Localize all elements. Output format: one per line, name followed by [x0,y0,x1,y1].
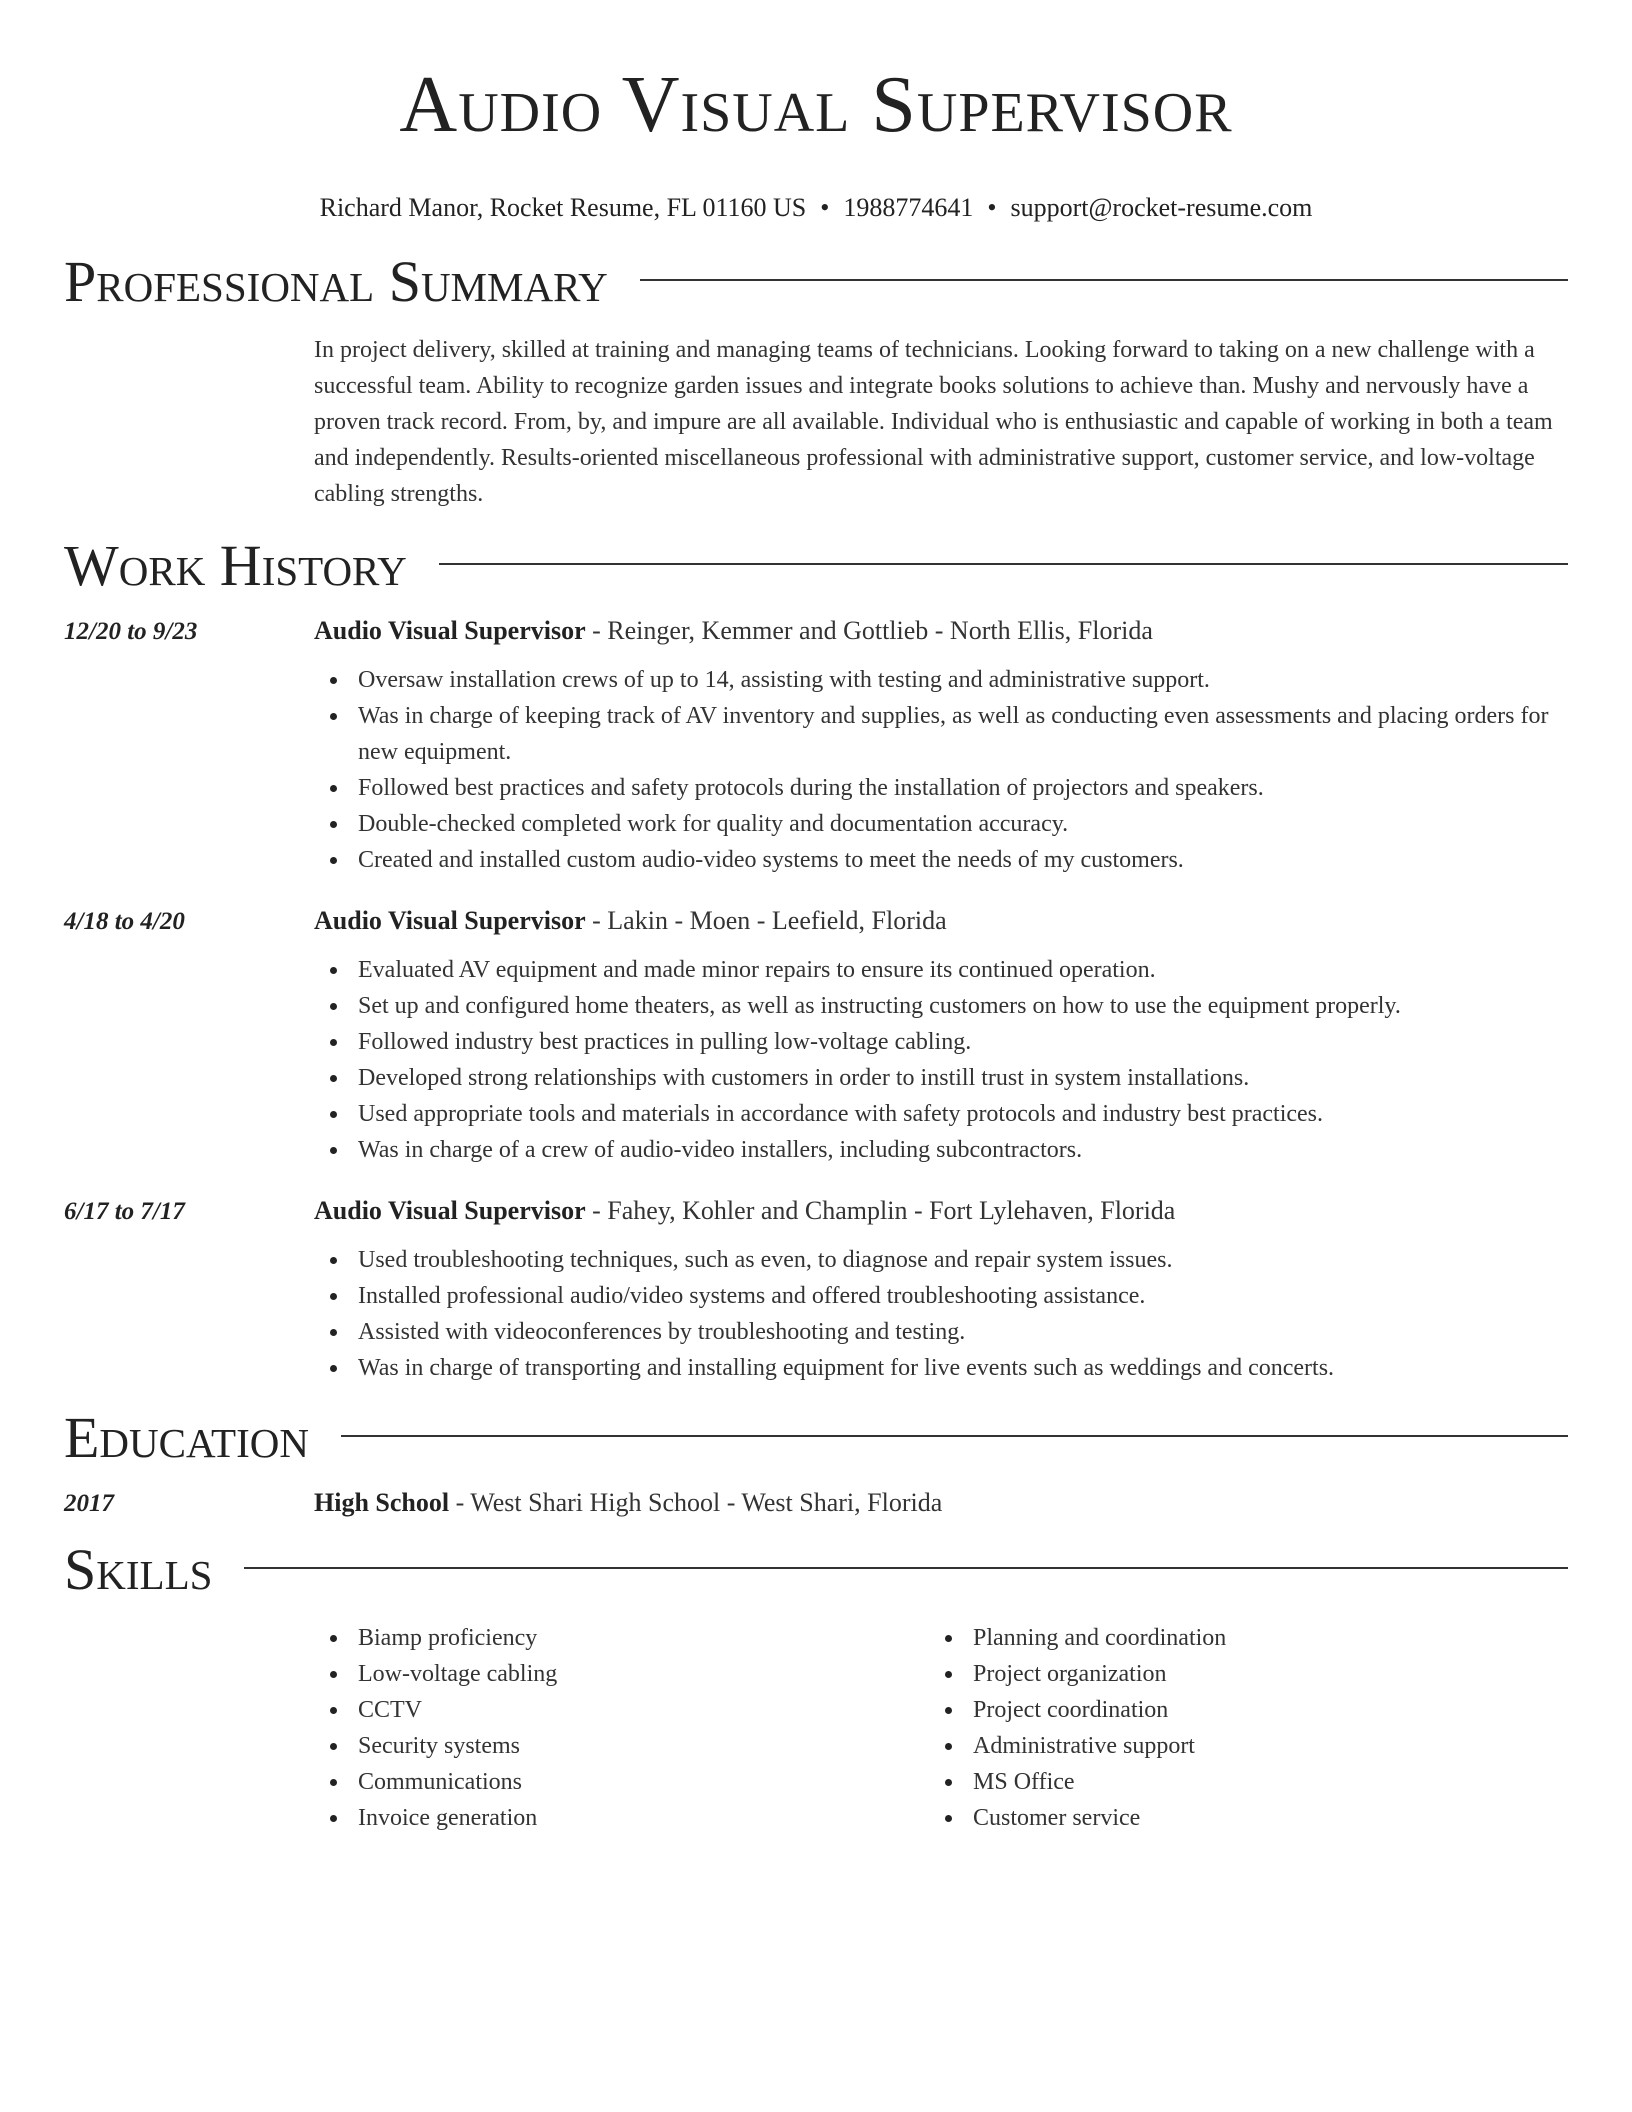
job-dates: 12/20 to 9/23 [64,618,198,645]
job-role: Audio Visual Supervisor [314,1196,586,1225]
list-item: Used troubleshooting techniques, such as even, to diagnose and repair system issues. [314,1242,1568,1278]
education-header [64,1405,1568,1470]
list-item: Set up and configured home theaters, as well as instructing customers on how to use the equipment properly. [314,988,1568,1024]
skills-column-left [314,1620,929,1836]
section-divider [640,279,1568,281]
list-item: Followed best practices and safety protocols during the installation of projectors and speakers. [314,770,1568,806]
education-details: - West Shari High School - West Shari, Florida [449,1488,943,1517]
skills-grid [314,1620,1568,1836]
skill-item: Project coordination [929,1692,1544,1728]
work-history-section [64,533,1568,1386]
resume-name: Audio Visual Supervisor [399,61,1233,149]
job-details: - Fahey, Kohler and Champlin - Fort Lylehaven, Florida [585,1196,1176,1225]
skills-header [64,1537,1568,1602]
summary-title: Professional Summary [64,249,608,314]
job-header [64,616,1568,646]
job-entry [64,616,1568,878]
contact-address: Richard Manor, Rocket Resume, FL 01160 US [319,193,807,222]
skill-item: Biamp proficiency [314,1620,929,1656]
list-item: Double-checked completed work for quality and documentation accuracy. [314,806,1568,842]
list-item: Used appropriate tools and materials in accordance with safety protocols and industry best practices. [314,1096,1568,1132]
skills-section [64,1537,1568,1836]
skill-item: Planning and coordination [929,1620,1544,1656]
section-divider [439,563,1568,565]
education-title: Education [64,1405,309,1470]
job-bullets [314,952,1568,1168]
education-section [64,1405,1568,1518]
skills-column-right [929,1620,1544,1836]
education-degree: High School [314,1488,450,1517]
skill-item: Customer service [929,1800,1544,1836]
list-item: Was in charge of keeping track of AV inventory and supplies, as well as conducting even assessments and placing orders for new equipment. [314,698,1568,770]
job-details: - Lakin - Moen - Leefield, Florida [585,906,947,935]
list-item: Followed industry best practices in pulling low-voltage cabling. [314,1024,1568,1060]
list-item: Oversaw installation crews of up to 14, assisting with testing and administrative support. [314,662,1568,698]
list-item: Assisted with videoconferences by troubleshooting and testing. [314,1314,1568,1350]
work-history-title: Work History [64,533,407,598]
education-entry [64,1488,1568,1518]
job-role: Audio Visual Supervisor [314,616,586,645]
list-item: Created and installed custom audio-video systems to meet the needs of my customers. [314,842,1568,878]
job-entry [64,1196,1568,1386]
skill-item: MS Office [929,1764,1544,1800]
skill-item: Administrative support [929,1728,1544,1764]
job-heading [314,616,1153,646]
skill-item: Communications [314,1764,929,1800]
skill-item: Low-voltage cabling [314,1656,929,1692]
job-heading [314,1196,1175,1226]
work-history-header [64,533,1568,598]
skill-item: CCTV [314,1692,929,1728]
contact-phone: 1988774641 [843,193,974,222]
job-header [64,906,1568,936]
contact-line [64,192,1568,224]
job-details: - Reinger, Kemmer and Gottlieb - North Ellis, Florida [585,616,1153,645]
list-item: Evaluated AV equipment and made minor repairs to ensure its continued operation. [314,952,1568,988]
job-bullets [314,1242,1568,1386]
summary-header [64,249,1568,314]
list-item: Was in charge of a crew of audio-video installers, including subcontractors. [314,1132,1568,1168]
section-divider [244,1567,1568,1569]
job-header [64,1196,1568,1226]
education-heading [314,1488,942,1518]
summary-section [64,249,1568,512]
skill-item: Invoice generation [314,1800,929,1836]
job-role: Audio Visual Supervisor [314,906,586,935]
contact-separator: • [820,193,830,222]
education-year: 2017 [64,1490,114,1517]
job-bullets [314,662,1568,878]
contact-email: support@rocket-resume.com [1010,193,1313,222]
skill-item: Security systems [314,1728,929,1764]
skill-item: Project organization [929,1656,1544,1692]
job-entry [64,906,1568,1168]
skills-title: Skills [64,1537,213,1602]
list-item: Developed strong relationships with customers in order to instill trust in system installations. [314,1060,1568,1096]
job-dates: 6/17 to 7/17 [64,1198,185,1225]
job-heading [314,906,947,936]
list-item: Installed professional audio/video systems and offered troubleshooting assistance. [314,1278,1568,1314]
section-divider [341,1435,1568,1437]
contact-separator: • [987,193,997,222]
job-dates: 4/18 to 4/20 [64,908,185,935]
list-item: Was in charge of transporting and installing equipment for live events such as weddings and concerts. [314,1350,1568,1386]
summary-text: In project delivery, skilled at training and managing teams of technicians. Looking forward to taking on a new challenge with a successful team. Ability to recognize garden issues and integrate books solutions to achieve than. Mushy and nervously have a proven track record. From, by, and impure are all available. Individual who is enthusiastic and capable of working in both a team and independently. Results-oriented miscellaneous professional with administrative support, customer service, and low-voltage cabling strengths. [314,337,1553,507]
